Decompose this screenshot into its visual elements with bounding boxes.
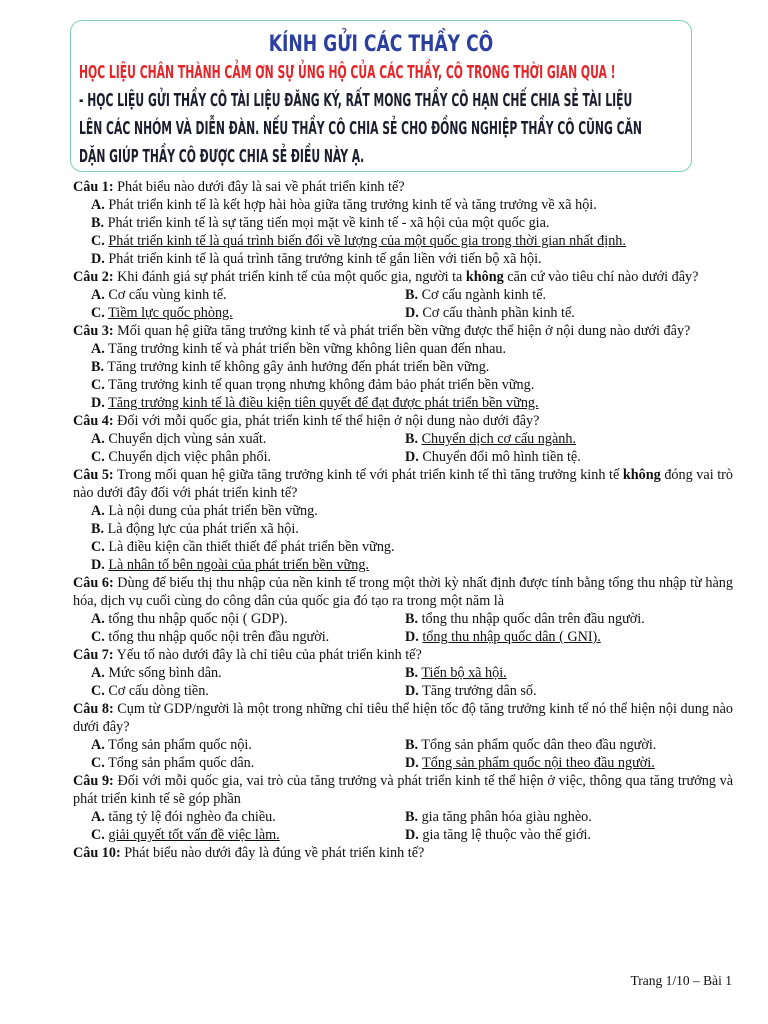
question-label: Câu 10: xyxy=(73,845,121,861)
option-a xyxy=(73,340,733,358)
option-a xyxy=(73,610,405,628)
option-letter: D. xyxy=(91,557,105,573)
question-label: Câu 4: xyxy=(73,413,114,429)
question-4 xyxy=(73,412,733,430)
option-d xyxy=(405,304,733,322)
option-text: tăng tỷ lệ đói nghèo đa chiều. xyxy=(104,809,276,825)
option-row xyxy=(73,304,733,322)
question-7 xyxy=(73,646,733,664)
option-letter: A. xyxy=(91,611,105,627)
question-label: Câu 1: xyxy=(73,179,114,195)
option-text-answer: Tiến bộ xã hội. xyxy=(421,665,507,681)
option-letter: C. xyxy=(91,629,105,645)
option-letter: B. xyxy=(405,287,419,303)
option-letter: D. xyxy=(405,827,419,843)
option-text: Cơ cấu thành phần kinh tế. xyxy=(418,305,575,321)
option-letter: C. xyxy=(91,233,105,249)
banner-title: KÍNH GỬI CÁC THẦY CÔ xyxy=(268,32,494,57)
option-d xyxy=(405,448,733,466)
option-b xyxy=(405,808,733,826)
question-text: Phát biểu nào dưới đây là đúng về phát triển kinh tế? xyxy=(120,845,425,861)
option-letter: B. xyxy=(405,611,419,627)
option-letter: A. xyxy=(91,197,105,213)
option-text-answer: Tăng trưởng kinh tế là điều kiện tiên quyết để đạt được phát triển bền vững. xyxy=(108,395,539,411)
option-row xyxy=(73,286,733,304)
question-label: Câu 7: xyxy=(73,647,114,663)
option-text: Cơ cấu dòng tiền. xyxy=(104,683,209,699)
option-text: gia tăng lệ thuộc vào thế giới. xyxy=(418,827,591,843)
option-c xyxy=(73,376,733,394)
option-letter: B. xyxy=(405,809,419,825)
question-6 xyxy=(73,574,733,610)
option-row xyxy=(73,682,733,700)
option-d xyxy=(73,250,733,268)
question-text: Yếu tố nào dưới đây là chỉ tiêu của phát triển kinh tế? xyxy=(113,647,422,663)
option-text: Tổng sản phẩm quốc nội. xyxy=(104,737,252,753)
option-letter: D. xyxy=(405,449,419,465)
option-d xyxy=(73,556,733,574)
question-3 xyxy=(73,322,733,340)
question-emphasis: không xyxy=(465,269,504,285)
question-label: Câu 2: xyxy=(73,269,114,285)
question-emphasis: không xyxy=(622,467,661,483)
option-letter: B. xyxy=(405,665,419,681)
question-text: Cụm từ GDP/người là một trong những chỉ tiêu thể hiện tốc độ tăng trưởng kinh tế nó thể hiện nội dung nào dưới đây? xyxy=(73,701,733,735)
option-row xyxy=(73,628,733,646)
option-a xyxy=(73,430,405,448)
option-letter: D. xyxy=(405,683,419,699)
option-b xyxy=(405,736,733,754)
option-text: Tăng trưởng kinh tế và phát triển bền vững không liên quan đến nhau. xyxy=(104,341,507,357)
option-a xyxy=(73,736,405,754)
option-letter: B. xyxy=(91,359,105,375)
question-5 xyxy=(73,466,733,502)
option-letter: A. xyxy=(91,503,105,519)
option-d xyxy=(405,628,733,646)
option-c xyxy=(73,448,405,466)
option-text: Là điều kiện cần thiết thiết để phát triển bền vững. xyxy=(104,539,395,555)
option-letter: A. xyxy=(91,287,105,303)
question-1 xyxy=(73,178,733,196)
option-text: Phát triển kinh tế là quá trình tăng trưởng kinh tế gắn liền với tiến bộ xã hội. xyxy=(104,251,542,267)
option-b xyxy=(405,286,733,304)
option-row xyxy=(73,610,733,628)
option-text: gia tăng phân hóa giàu nghèo. xyxy=(418,809,592,825)
option-letter: A. xyxy=(91,431,105,447)
question-text: căn cứ vào tiêu chí nào dưới đây? xyxy=(503,269,699,285)
question-list xyxy=(73,178,733,862)
option-d xyxy=(73,394,733,412)
option-c xyxy=(73,232,733,250)
question-text: Đối với mỗi quốc gia, vai trò của tăng trưởng và phát triển kinh tế thể hiện ở việc, thông qua tăng trưởng và phát triển kinh tế sẽ góp phần xyxy=(73,773,733,807)
option-letter: D. xyxy=(91,251,105,267)
option-text: Mức sống bình dân. xyxy=(104,665,222,681)
option-text-answer: tổng thu nhập quốc dân ( GNI). xyxy=(422,629,601,645)
option-letter: C. xyxy=(91,827,105,843)
option-row xyxy=(73,664,733,682)
option-a xyxy=(73,502,733,520)
question-label: Câu 3: xyxy=(73,323,114,339)
question-label: Câu 9: xyxy=(73,773,114,789)
option-c xyxy=(73,826,405,844)
option-text: Cơ cấu ngành kinh tế. xyxy=(418,287,547,303)
option-text-answer: Tiềm lực quốc phòng. xyxy=(108,305,233,321)
option-letter: C. xyxy=(91,755,105,771)
option-b xyxy=(405,664,733,682)
option-text: tổng thu nhập quốc nội ( GDP). xyxy=(104,611,288,627)
banner-line-2: - HỌC LIỆU GỬI THẦY CÔ TÀI LIỆU ĐĂNG KÝ, RẤT MONG THẦY CÔ HẠN CHẾ CHIA SẺ TÀI LIỆU xyxy=(79,90,633,111)
option-letter: C. xyxy=(91,449,105,465)
option-text: Chuyển dịch việc phân phối. xyxy=(104,449,272,465)
option-text: Tổng sản phẩm quốc dân. xyxy=(104,755,255,771)
option-text-answer: Là nhân tố bên ngoài của phát triển bền vững. xyxy=(108,557,369,573)
option-letter: A. xyxy=(91,809,105,825)
option-letter: D. xyxy=(405,629,419,645)
option-row xyxy=(73,736,733,754)
option-a xyxy=(73,196,733,214)
option-d xyxy=(405,682,733,700)
option-letter: A. xyxy=(91,665,105,681)
option-text: tổng thu nhập quốc nội trên đầu người. xyxy=(104,629,330,645)
option-text: Chuyển dịch vùng sản xuất. xyxy=(104,431,267,447)
notice-banner xyxy=(70,20,692,172)
option-row xyxy=(73,448,733,466)
option-letter: D. xyxy=(405,755,419,771)
question-text: Đối với mỗi quốc gia, phát triển kinh tế thể hiện ở nội dung nào dưới đây? xyxy=(113,413,540,429)
option-text: Tăng trưởng dân số. xyxy=(418,683,537,699)
option-text: Cơ cấu vùng kinh tế. xyxy=(104,287,227,303)
option-text: Là động lực của phát triển xã hội. xyxy=(104,521,299,537)
question-text: đóng vai trò nào dưới đây đối với phát triển kinh tế? xyxy=(73,467,733,501)
question-text: Khi đánh giá sự phát triển kinh tế của một quốc gia, người ta xyxy=(113,269,466,285)
option-letter: C. xyxy=(91,683,105,699)
question-8 xyxy=(73,700,733,736)
question-9 xyxy=(73,772,733,808)
option-row xyxy=(73,826,733,844)
option-c xyxy=(73,304,405,322)
option-text: Tăng trưởng kinh tế quan trọng nhưng không đảm bảo phát triển bền vững. xyxy=(104,377,535,393)
question-text: Phát biểu nào dưới đây là sai về phát triển kinh tế? xyxy=(113,179,405,195)
banner-line-1: HỌC LIỆU CHÂN THÀNH CẢM ƠN SỰ ỦNG HỘ CỦA CÁC THẦY, CÔ TRONG THỜI GIAN QUA ! xyxy=(79,62,616,83)
question-2 xyxy=(73,268,733,286)
option-a xyxy=(73,286,405,304)
banner-line-4: DẶN GIÚP THẦY CÔ ĐƯỢC CHIA SẺ ĐIỀU NÀY Ạ. xyxy=(79,146,365,167)
question-10 xyxy=(73,844,733,862)
option-d xyxy=(405,826,733,844)
option-c xyxy=(73,538,733,556)
option-text-answer: giải quyết tốt vấn đề việc làm. xyxy=(108,827,280,843)
option-text-answer: Phát triển kinh tế là quá trình biến đổi về lượng của một quốc gia trong thời gian nhất định. xyxy=(108,233,626,249)
option-letter: C. xyxy=(91,539,105,555)
option-c xyxy=(73,754,405,772)
option-b xyxy=(73,214,733,232)
option-row xyxy=(73,808,733,826)
page-footer: Trang 1/10 – Bài 1 xyxy=(630,973,732,988)
option-letter: B. xyxy=(405,431,419,447)
option-row xyxy=(73,430,733,448)
option-a xyxy=(73,808,405,826)
option-b xyxy=(73,358,733,376)
option-letter: A. xyxy=(91,341,105,357)
question-label: Câu 8: xyxy=(73,701,114,717)
option-text: Tổng sản phẩm quốc dân theo đầu người. xyxy=(418,737,657,753)
option-letter: C. xyxy=(91,305,105,321)
option-text: tổng thu nhập quốc dân trên đầu người. xyxy=(418,611,645,627)
option-text: Chuyển đổi mô hình tiền tệ. xyxy=(418,449,581,465)
question-label: Câu 5: xyxy=(73,467,114,483)
option-letter: C. xyxy=(91,377,105,393)
option-d xyxy=(405,754,733,772)
question-text: Trong mối quan hệ giữa tăng trưởng kinh tế với phát triển kinh tế thì tăng trưởng kinh tế xyxy=(113,467,623,483)
option-c xyxy=(73,682,405,700)
option-text-answer: Tổng sản phẩm quốc nội theo đầu người. xyxy=(422,755,655,771)
question-text: Mối quan hệ giữa tăng trưởng kinh tế và phát triển bền vững được thể hiện ở nội dung nào dưới đây? xyxy=(113,323,691,339)
option-b xyxy=(405,610,733,628)
question-text: Dùng để biểu thị thu nhập của nền kinh tế trong một thời kỳ nhất định được tính bằng tổng thu nhập từ hàng hóa, dịch vụ cuối cùng do công dân của quốc gia đó tạo ra trong một năm là xyxy=(73,575,733,609)
option-letter: B. xyxy=(91,521,105,537)
option-row xyxy=(73,754,733,772)
question-label: Câu 6: xyxy=(73,575,114,591)
option-c xyxy=(73,628,405,646)
option-text-answer: Chuyển dịch cơ cấu ngành. xyxy=(421,431,577,447)
option-text: Là nội dung của phát triển bền vững. xyxy=(104,503,318,519)
option-text: Phát triển kinh tế là sự tăng tiến mọi mặt về kinh tế - xã hội của một quốc gia. xyxy=(104,215,550,231)
option-letter: B. xyxy=(91,215,105,231)
option-letter: B. xyxy=(405,737,419,753)
option-letter: A. xyxy=(91,737,105,753)
option-letter: D. xyxy=(405,305,419,321)
option-a xyxy=(73,664,405,682)
option-text: Phát triển kinh tế là kết hợp hài hòa giữa tăng trưởng kinh tế và tăng trưởng về xã hội. xyxy=(104,197,597,213)
option-b xyxy=(405,430,733,448)
option-b xyxy=(73,520,733,538)
option-text: Tăng trưởng kinh tế không gây ảnh hưởng đến phát triển bền vững. xyxy=(104,359,490,375)
option-letter: D. xyxy=(91,395,105,411)
banner-line-3: LÊN CÁC NHÓM VÀ DIỄN ĐÀN. NẾU THẦY CÔ CHIA SẺ CHO ĐỒNG NGHIỆP THẦY CÔ CŨNG CĂN xyxy=(79,118,642,139)
